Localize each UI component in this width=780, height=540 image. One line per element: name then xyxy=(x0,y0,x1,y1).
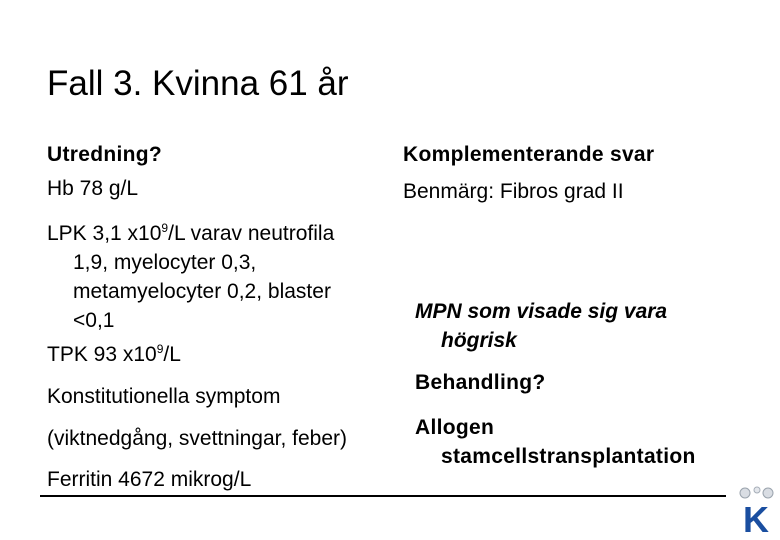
treatment-question: Behandling? xyxy=(415,371,546,394)
treatment-line-2: stamcellstransplantation xyxy=(441,445,696,468)
mpn-line-1: MPN som visade sig vara xyxy=(415,300,668,323)
lpk-line-2: 1,9, myelocyter 0,3, xyxy=(73,251,257,274)
lpk-line-1 xyxy=(47,219,334,248)
lpk-suffix: /L varav neutrofila xyxy=(168,222,335,245)
page-title: Fall 3. Kvinna 61 år xyxy=(47,64,349,103)
logo-letter: K xyxy=(743,499,769,534)
symptoms-label: Konstitutionella symptom xyxy=(47,385,281,408)
tpk-value xyxy=(47,343,181,367)
mpn-statement xyxy=(415,297,667,355)
treatment-answer xyxy=(415,413,696,471)
logo-icon xyxy=(736,486,776,534)
left-heading: Utredning? xyxy=(47,143,162,166)
treatment-line-1: Allogen xyxy=(415,416,495,439)
lpk-line-3: metamyelocyter 0,2, blaster xyxy=(73,280,331,303)
tpk-exponent: 9 xyxy=(156,342,164,356)
ferritin-value: Ferritin 4672 mikrog/L xyxy=(47,468,252,491)
symptoms-detail: (viktnedgång, svettningar, feber) xyxy=(47,427,348,450)
tpk-prefix: TPK 93 x10 xyxy=(47,343,157,366)
right-heading: Komplementerande svar xyxy=(403,143,655,166)
lpk-prefix: LPK 3,1 x10 xyxy=(47,222,162,245)
tpk-suffix: /L xyxy=(163,343,181,366)
marrow-finding: Benmärg: Fibros grad II xyxy=(403,180,624,203)
lpk-line-4: <0,1 xyxy=(73,309,115,332)
hb-value: Hb 78 g/L xyxy=(47,177,139,200)
bottom-rule xyxy=(40,495,726,497)
lpk-block xyxy=(47,219,334,335)
mpn-line-2: högrisk xyxy=(441,329,517,352)
lpk-exponent: 9 xyxy=(161,221,169,235)
